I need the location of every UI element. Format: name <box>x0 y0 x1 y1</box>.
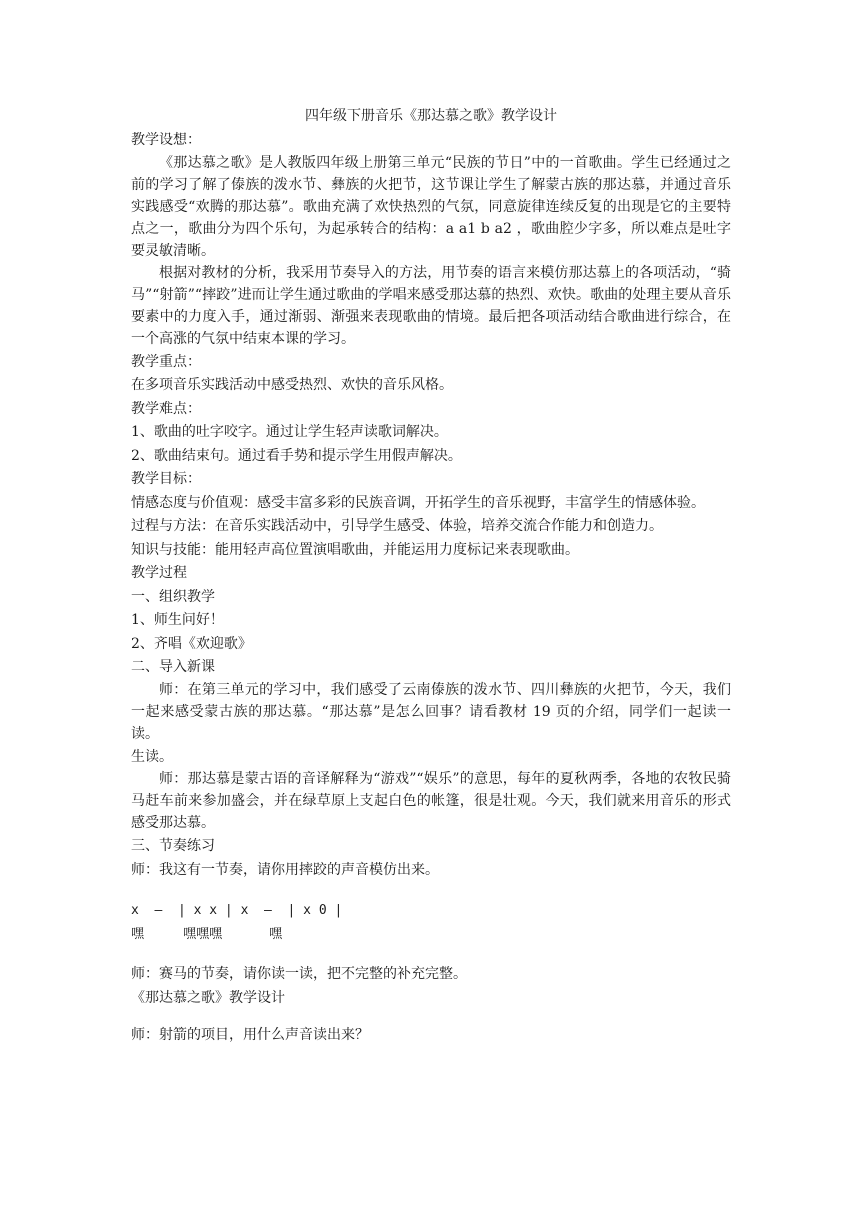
goals-heading: 教学目标： <box>131 471 201 487</box>
rhythm-notation: x — | x x | x — | x 0 | <box>131 903 343 918</box>
document-title: 四年级下册音乐《那达慕之歌》教学设计 <box>305 108 557 124</box>
step2-paragraph-1: 师：在第三单元的学习中，我们感受了云南傣族的泼水节、四川彝族的火把节，今天，我们一起来感受蒙古族的那达慕。“那达慕”是怎么回事？请看教材 19 页的介绍，同学们一起读一读。 <box>131 681 731 742</box>
step1-item-1: 1、师生问好！ <box>131 612 224 628</box>
step3-paragraph-3: 师：射箭的项目，用什么声音读出来？ <box>131 1027 369 1043</box>
concept-paragraph-1: 《那达慕之歌》是人教版四年级上册第三单元“民族的节日”中的一首歌曲。学生已经通过之前的学习了解了傣族的泼水节、彝族的火把节，这节课让学生了解蒙古族的那达慕，并通过音乐实践感受“欢腾的那达慕”。歌曲充满了欢快热烈的气氛，同意旋律连续反复的出现是它的主要特点之一，歌曲分为四个乐句，为起承转合的结构：a a1 b a2 ，歌曲腔少字多，所以难点是吐字要灵敏清晰。 <box>131 154 731 259</box>
document-body <box>131 104 731 1047</box>
goal-item-3: 知识与技能：能用轻声高位置演唱歌曲，并能运用力度标记来表现歌曲。 <box>131 541 579 558</box>
process-heading: 教学过程 <box>131 565 187 581</box>
rhythm-lyrics: 嘿 嘿嘿嘿 嘿 <box>131 926 283 942</box>
step3-heading: 三、节奏练习 <box>131 838 215 854</box>
concept-paragraph-2: 根据对教材的分析，我采用节奏导入的方法，用节奏的语言来模仿那达慕上的各项活动，“骑马”“射箭”“摔跤”进而让学生通过歌曲的学唱来感受那达慕的热烈、欢快。歌曲的处理主要从音乐要素中的力度入手，通过渐弱、渐强来表现歌曲的情境。最后把各项活动结合歌曲进行综合，在一个高涨的气氛中结束本课的学习。 <box>131 264 731 347</box>
step3-paragraph-1: 师：我这有一节奏，请你用摔跤的声音模仿出来。 <box>131 861 439 878</box>
key-points-heading: 教学重点： <box>131 353 201 370</box>
goal-item-2: 过程与方法：在音乐实践活动中，引导学生感受、体验，培养交流合作能力和创造力。 <box>131 518 663 534</box>
difficulty-item-2: 2、歌曲结束句。通过看手势和提示学生用假声解决。 <box>131 447 462 464</box>
step1-item-2: 2、齐唱《欢迎歌》 <box>131 635 252 652</box>
step3-paragraph-2: 师：赛马的节奏，请你读一读，把不完整的补充完整。 <box>131 966 467 982</box>
step2-heading: 二、导入新课 <box>131 659 215 675</box>
step1-heading: 一、组织教学 <box>131 588 215 605</box>
difficulty-heading: 教学难点： <box>131 400 201 417</box>
goal-item-1: 情感态度与价值观：感受丰富多彩的民族音调，开拓学生的音乐视野，丰富学生的情感体验。 <box>131 494 705 511</box>
difficulty-item-1: 1、歌曲的吐字咬字。通过让学生轻声读歌词解决。 <box>131 424 448 440</box>
step2-paragraph-2: 师：那达慕是蒙古语的音译解释为“游戏”“娱乐”的意思，每年的夏秋两季，各地的农牧民骑马赶车前来参加盛会，并在绿草原上支起白色的帐篷，很是壮观。今天，我们就来用音乐的形式感受那达慕。 <box>131 771 731 831</box>
repeat-title: 《那达慕之歌》教学设计 <box>131 989 285 1006</box>
key-points-text: 在多项音乐实践活动中感受热烈、欢快的音乐风格。 <box>131 377 453 393</box>
concept-heading: 教学设想： <box>131 132 201 148</box>
step2-student-line: 生读。 <box>131 748 173 765</box>
